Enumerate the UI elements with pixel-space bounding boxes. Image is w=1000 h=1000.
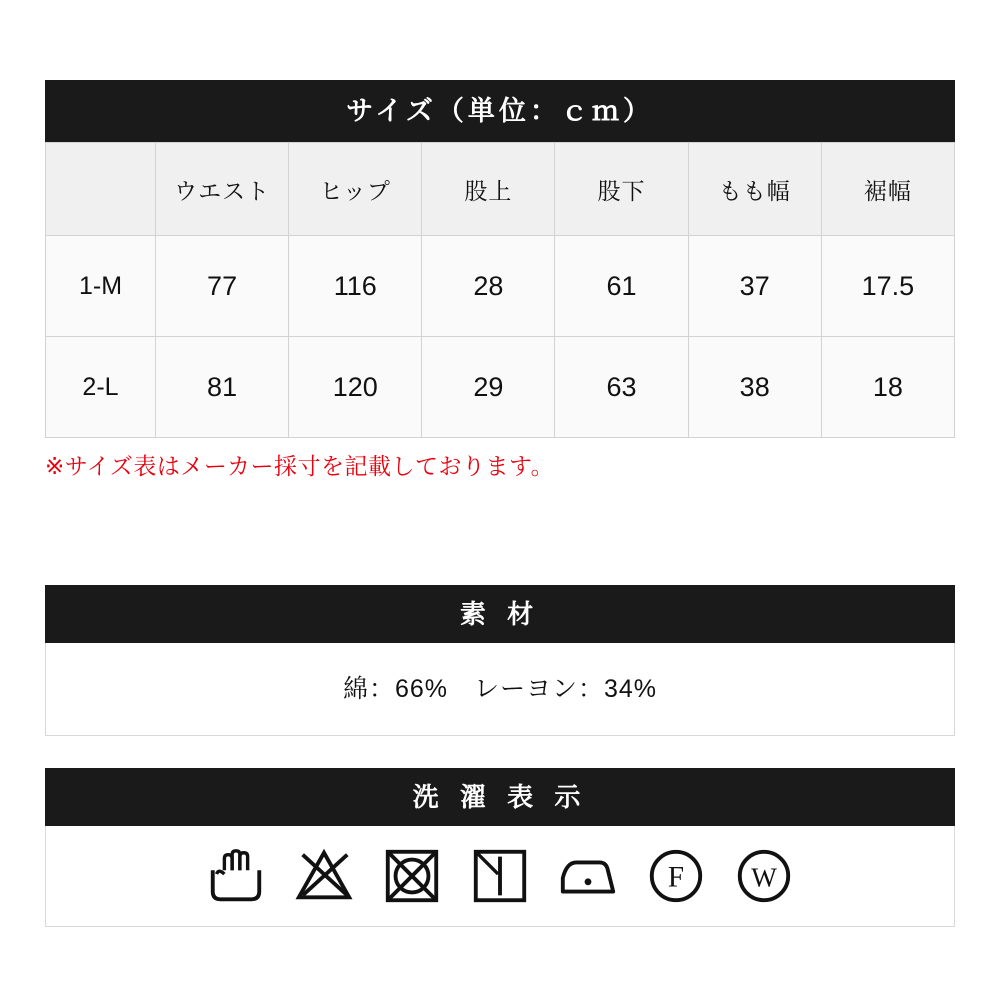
size-l-hem: 18	[821, 337, 954, 438]
material-section	[45, 585, 955, 736]
material-section-title: 素 材	[45, 585, 955, 643]
size-col-empty	[46, 143, 156, 236]
size-m-waist: 77	[156, 236, 289, 337]
table-row	[46, 236, 955, 337]
size-col-thigh: もも幅	[688, 143, 821, 236]
wetclean-w-icon	[733, 845, 795, 907]
hand-wash-icon	[205, 845, 267, 907]
wash-section-title: 洗 濯 表 示	[45, 768, 955, 826]
size-l-hip: 120	[289, 337, 422, 438]
size-l-rise: 29	[422, 337, 555, 438]
size-table-header-row	[46, 143, 955, 236]
size-col-rise: 股上	[422, 143, 555, 236]
no-bleach-icon	[293, 845, 355, 907]
size-m-rise: 28	[422, 236, 555, 337]
size-m-inseam: 61	[555, 236, 688, 337]
size-col-hem: 裾幅	[821, 143, 954, 236]
size-section-title: サイズ（単位：ｃｍ）	[45, 80, 955, 142]
dryclean-f-icon	[645, 845, 707, 907]
size-row-label-m: 1-M	[46, 236, 156, 337]
svg-text:F: F	[667, 861, 685, 894]
size-l-inseam: 63	[555, 337, 688, 438]
drip-dry-vertical-icon	[469, 845, 531, 907]
size-col-hip: ヒップ	[289, 143, 422, 236]
size-col-waist: ウエスト	[156, 143, 289, 236]
iron-low-icon	[557, 845, 619, 907]
size-measurement-note: ※サイズ表はメーカー採寸を記載しております。	[45, 453, 555, 479]
size-l-thigh: 38	[688, 337, 821, 438]
size-table	[45, 142, 955, 438]
no-tumble-dry-icon	[381, 845, 443, 907]
size-m-hem: 17.5	[821, 236, 954, 337]
size-section	[45, 80, 955, 481]
size-row-label-l: 2-L	[46, 337, 156, 438]
material-composition-text: 綿：66% レーヨン：34%	[45, 643, 955, 736]
size-m-thigh: 37	[688, 236, 821, 337]
wash-care-section	[45, 768, 955, 927]
size-l-waist: 81	[156, 337, 289, 438]
table-row	[46, 337, 955, 438]
wash-icon-row	[45, 826, 955, 927]
size-col-inseam: 股下	[555, 143, 688, 236]
svg-text:W: W	[751, 862, 777, 893]
size-m-hip: 116	[289, 236, 422, 337]
